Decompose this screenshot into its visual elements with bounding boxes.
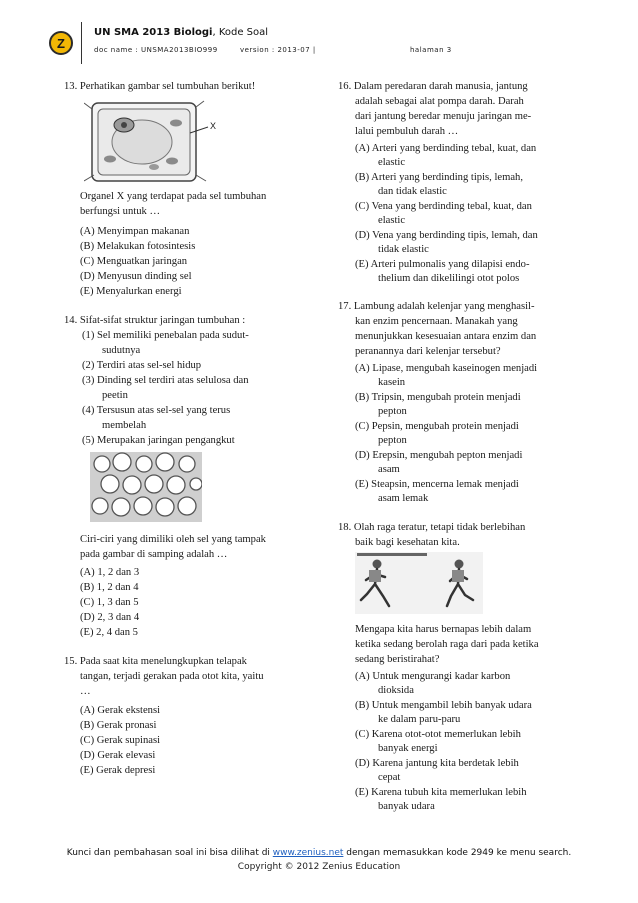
question-14-option-d: (D) 2, 3 dan 4 [80, 612, 140, 623]
question-16-option-e: (E) Arteri pulmonalis yang dilapisi endo- [355, 259, 530, 270]
zenius-logo [49, 31, 73, 55]
question-16-stem-2: adalah sebagai alat pompa darah. Darah [355, 96, 524, 107]
runners-drawing [355, 552, 483, 614]
question-18-text-3: sedang beristirahat? [355, 654, 440, 665]
question-14-stem: 14. Sifat-sifat struktur jaringan tumbuhan : [64, 315, 246, 326]
question-18-option-c: (C) Karena otot-otot memerlukan lebih [355, 729, 521, 740]
copyright: Copyright © 2012 Zenius Education [237, 862, 401, 872]
question-14-item-4: (4) Tersusun atas sel-sel yang terus [82, 405, 231, 416]
question-17-option-d: (D) Erepsin, mengubah pepton menjadi [355, 450, 523, 461]
question-13-option-c: (C) Menguatkan jaringan [80, 256, 188, 267]
question-15-option-d: (D) Gerak elevasi [80, 750, 156, 761]
question-13-text-1: Organel X yang terdapat pada sel tumbuhan [80, 191, 267, 202]
question-17-stem-2: kan enzim pencernaan. Manakah yang [355, 316, 518, 327]
question-15-stem-3: … [80, 686, 91, 697]
question-16-option-b-cont: dan tidak elastic [378, 186, 447, 197]
question-17-option-c: (C) Pepsin, mengubah protein menjadi [355, 421, 519, 432]
question-18-option-c-cont: banyak energi [378, 743, 438, 754]
question-18-stem-1: 18. Olah raga teratur, tetapi tidak berlebihan [338, 522, 526, 533]
question-14-item-4-cont: membelah [102, 420, 147, 431]
question-14-item-3: (3) Dinding sel terdiri atas selulosa dan [82, 375, 249, 386]
question-13-option-d: (D) Menyusun dinding sel [80, 271, 192, 282]
question-13-stem: 13. Perhatikan gambar sel tumbuhan berikut! [64, 81, 256, 92]
question-18-stem-2: baik bagi kesehatan kita. [355, 537, 460, 548]
question-18-option-e: (E) Karena tubuh kita memerlukan lebih [355, 787, 527, 798]
question-14-item-3-cont: peetin [102, 390, 128, 401]
question-18-option-d: (D) Karena jantung kita berdetak lebih [355, 758, 519, 769]
question-18-option-e-cont: banyak udara [378, 801, 435, 812]
question-16-stem-1: 16. Dalam peredaran darah manusia, jantung [338, 81, 528, 92]
question-17-option-c-cont: pepton [378, 435, 407, 446]
question-15-option-b: (B) Gerak pronasi [80, 720, 157, 731]
doc-version: version : 2013-07 | [240, 46, 316, 54]
question-16-option-c: (C) Vena yang berdinding tebal, kuat, dan [355, 201, 532, 212]
question-17-option-e-cont: asam lemak [378, 493, 429, 504]
doc-title [94, 27, 268, 38]
question-14-item-2: (2) Terdiri atas sel-sel hidup [82, 360, 202, 371]
question-16-option-c-cont: elastic [378, 215, 406, 226]
logo-letter: Z [57, 35, 65, 51]
question-14-option-a: (A) 1, 2 dan 3 [80, 567, 140, 578]
question-14-text-1: Ciri-ciri yang dimiliki oleh sel yang tampak [80, 534, 266, 545]
question-16-option-d: (D) Vena yang berdinding tipis, lemah, dan [355, 230, 538, 241]
question-15-stem-2: tangan, terjadi gerakan pada otot kita, yaitu [80, 671, 264, 682]
question-16-option-d-cont: tidak elastic [378, 244, 429, 255]
question-15-option-e: (E) Gerak depresi [80, 765, 156, 776]
footer-text-after: dengan memasukkan kode 2949 ke menu search. [343, 848, 572, 858]
question-17-stem-3: menunjukkan kesesuaian antara enzim dan [355, 331, 537, 342]
question-17-option-a-cont: kasein [378, 377, 406, 388]
question-18-option-b: (B) Untuk mengambil lebih banyak udara [355, 700, 532, 711]
question-18-text-1: Mengapa kita harus bernapas lebih dalam [355, 624, 532, 635]
doc-title-bold: UN SMA 2013 Biologi [94, 27, 213, 38]
question-17-option-e: (E) Steapsin, mencerna lemak menjadi [355, 479, 519, 490]
question-13-text-2: berfungsi untuk … [80, 206, 161, 217]
tissue-figure [90, 452, 202, 527]
question-14-item-1: (1) Sel memiliki penebalan pada sudut- [82, 330, 249, 341]
collenchyma-drawing [90, 452, 202, 522]
question-15-stem-1: 15. Pada saat kita menelungkupkan telapak [64, 656, 247, 667]
question-14-item-5: (5) Merupakan jaringan pengangkut [82, 435, 235, 446]
zenius-link[interactable]: www.zenius.net [272, 848, 344, 858]
runners-figure [355, 552, 483, 619]
question-15-option-c: (C) Gerak supinasi [80, 735, 161, 746]
question-17-stem-4: peranannya dari kelenjar tersebut? [355, 346, 501, 357]
footer-text-before: Kunci dan pembahasan soal ini bisa dilihat di [66, 848, 273, 858]
question-18-option-a-cont: dioksida [378, 685, 414, 696]
question-17-option-a: (A) Lipase, mengubah kaseinogen menjadi [355, 363, 538, 374]
question-16-option-b: (B) Arteri yang berdinding tipis, lemah, [355, 172, 523, 183]
plant-cell-drawing [84, 97, 224, 187]
question-13-option-b: (B) Melakukan fotosintesis [80, 241, 196, 252]
question-14-option-c: (C) 1, 3 dan 5 [80, 597, 139, 608]
question-16-stem-4: lalui pembuluh darah … [355, 126, 459, 137]
question-15-option-a: (A) Gerak ekstensi [80, 705, 161, 716]
question-18-text-2: ketika sedang berolah raga dari pada ketika [355, 639, 539, 650]
question-17-option-d-cont: asam [378, 464, 400, 475]
question-17-option-b-cont: pepton [378, 406, 407, 417]
question-16-option-e-cont: thelium dan dikelilingi otot polos [378, 273, 520, 284]
question-13-option-a: (A) Menyimpan makanan [80, 226, 190, 237]
header-divider [81, 22, 82, 64]
question-18-option-a: (A) Untuk mengurangi kadar karbon [355, 671, 511, 682]
question-14-item-1-cont: sudutnya [102, 345, 141, 356]
question-18-option-d-cont: cepat [378, 772, 401, 783]
plant-cell-figure [84, 97, 224, 192]
question-16-option-a: (A) Arteri yang berdinding tebal, kuat, dan [355, 143, 537, 154]
question-17-stem-1: 17. Lambung adalah kelenjar yang menghasil- [338, 301, 535, 312]
question-14-option-b: (B) 1, 2 dan 4 [80, 582, 139, 593]
doc-name: doc name : UNSMA2013BIO999 [94, 46, 218, 54]
question-14-option-e: (E) 2, 4 dan 5 [80, 627, 138, 638]
footer-note [0, 848, 638, 858]
question-16-option-a-cont: elastic [378, 157, 406, 168]
question-17-option-b: (B) Tripsin, mengubah protein menjadi [355, 392, 521, 403]
page-number: halaman 3 [410, 46, 452, 54]
question-13-option-e: (E) Menyalurkan energi [80, 286, 182, 297]
doc-title-rest: , Kode Soal [212, 27, 269, 38]
question-16-stem-3: dari jantung beredar menuju jaringan me- [355, 111, 532, 122]
page-header [0, 0, 638, 70]
question-18-option-b-cont: ke dalam paru-paru [378, 714, 461, 725]
question-14-text-2: pada gambar di samping adalah … [80, 549, 228, 560]
organel-x-label: X [210, 121, 217, 131]
